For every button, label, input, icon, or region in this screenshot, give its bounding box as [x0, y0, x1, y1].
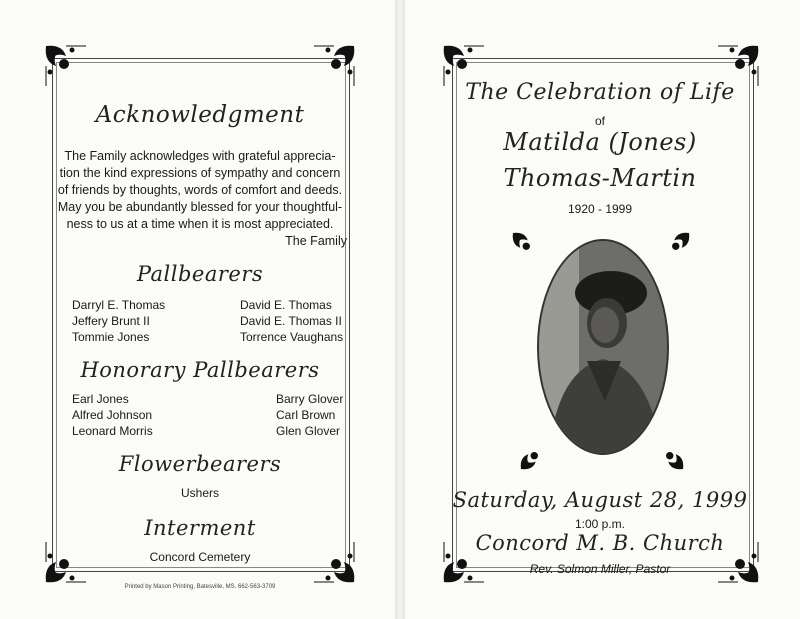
list-item: Earl Jones [72, 392, 129, 406]
acknowledgment-body [0, 148, 400, 233]
list-item: Leonard Morris [72, 424, 153, 438]
list-item: Alfred Johnson [72, 408, 153, 422]
deceased-name-line1: Matilda (Jones) [503, 128, 697, 156]
pallbearers-right-list [240, 297, 343, 345]
list-item: Darryl E. Thomas [72, 298, 166, 312]
acknowledgment-line: ness to us at a time when it is most appreciated. [66, 217, 334, 231]
list-item: Carl Brown [276, 408, 336, 422]
honorary-pallbearers-heading: Honorary Pallbearers [80, 358, 320, 382]
list-item: Torrence Vaughans [240, 330, 344, 344]
pallbearers-heading: Pallbearers [136, 262, 264, 286]
pastor-name: Rev. Solmon Miller, Pastor [529, 562, 671, 576]
list-item: Tommie Jones [72, 330, 150, 344]
printer-credit: Printed by Mason Printing, Batesville, MS. 662-563-3709 [124, 584, 276, 590]
list-item: Jeffery Brunt II [72, 314, 150, 328]
church-name: Concord M. B. Church [475, 531, 725, 555]
service-date: Saturday, August 28, 1999 [452, 488, 748, 512]
list-item: David E. Thomas II [240, 314, 342, 328]
flowerbearers-heading: Flowerbearers [118, 452, 282, 476]
honorary-right-list [276, 391, 343, 439]
deceased-name-line2: Thomas-Martin [503, 164, 697, 192]
right-page-footer [400, 0, 800, 619]
list-item: Barry Glover [276, 392, 344, 406]
acknowledgment-line: The Family acknowledges with grateful apprecia- [64, 149, 336, 163]
service-time: 1:00 p.m. [574, 517, 626, 531]
flowerbearers-text: Ushers [180, 486, 219, 500]
acknowledgment-line: of friends by thoughts, words of comfort and deeds. [57, 183, 343, 197]
acknowledgment-line: tion the kind expressions of sympathy and concern [59, 166, 341, 180]
acknowledgment-signature: The Family [285, 234, 347, 248]
interment-heading: Interment [144, 516, 256, 540]
list-item: Glen Glover [276, 424, 341, 438]
cover-of: of [594, 114, 605, 128]
acknowledgment-line: May you be abundantly blessed for your thoughtful- [57, 200, 343, 214]
cover-title: The Celebration of Life [465, 80, 735, 105]
pallbearers-left-list [72, 297, 165, 345]
life-years: 1920 - 1999 [567, 202, 633, 216]
list-item: David E. Thomas [240, 298, 332, 312]
acknowledgment-heading: Acknowledgment [95, 102, 305, 128]
interment-text: Concord Cemetery [149, 550, 251, 564]
honorary-left-list [72, 391, 153, 439]
